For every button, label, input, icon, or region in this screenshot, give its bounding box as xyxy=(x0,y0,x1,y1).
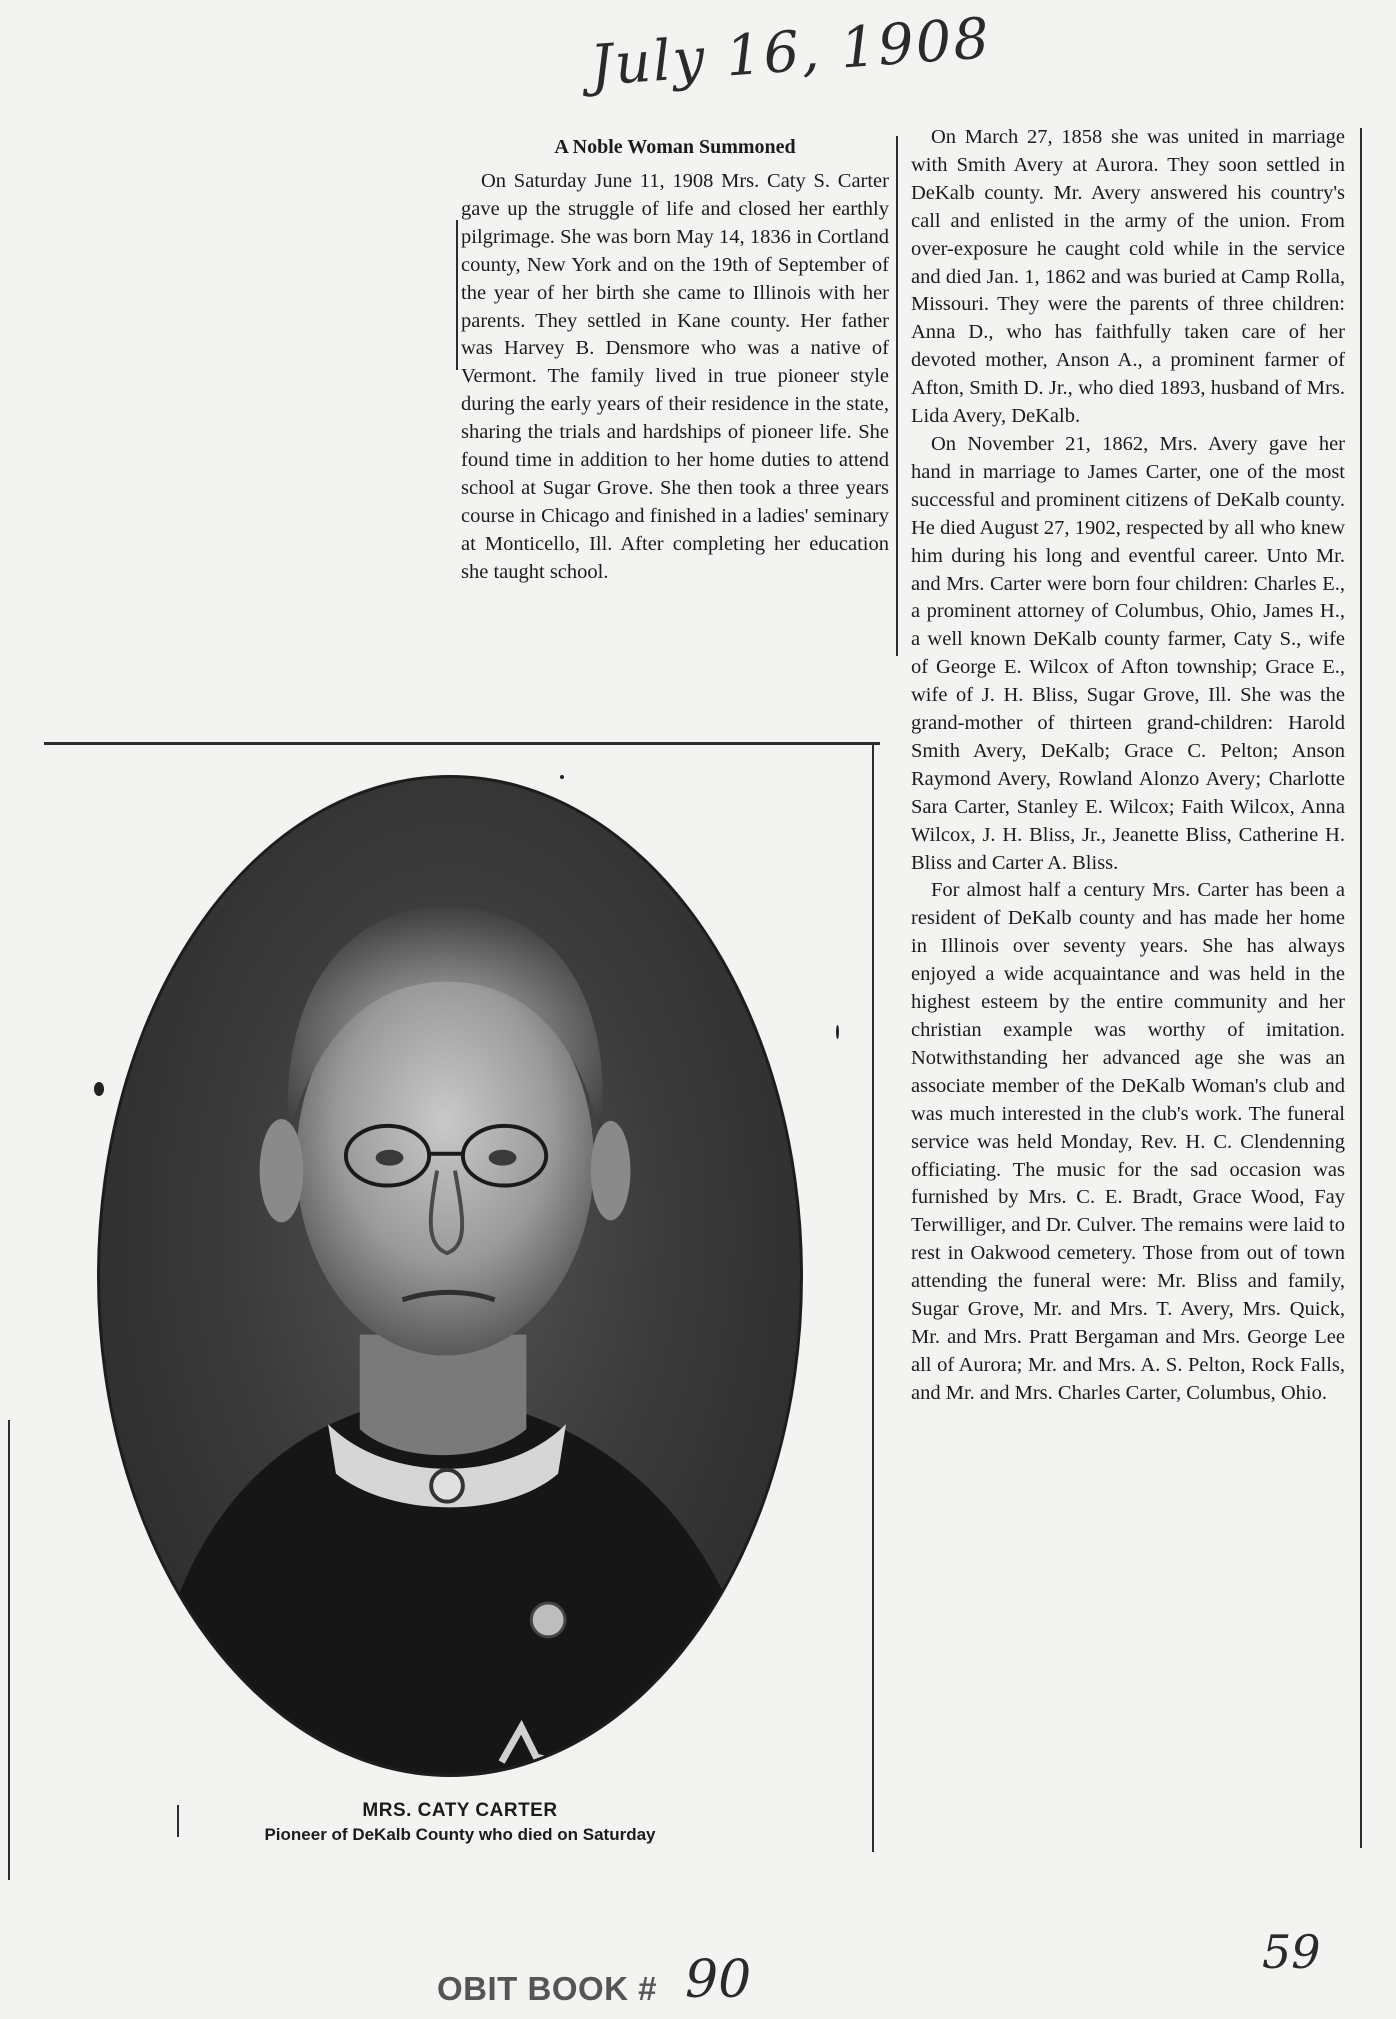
column-rule xyxy=(872,742,874,1852)
column-rule xyxy=(896,136,898,656)
horizontal-rule xyxy=(44,742,880,745)
article-left-column xyxy=(461,168,889,587)
clipping-edge xyxy=(8,1420,10,1880)
portrait-photo xyxy=(97,775,803,1777)
handwritten-date: July 16, 1908 xyxy=(588,6,994,99)
article-paragraph: On November 21, 1862, Mrs. Avery gave her hand in marriage to James Carter, one of the most successful and prominent citizens of DeKalb county. He died August 27, 1902, respected by all who knew him during his long and eventful career. Unto Mr. and Mrs. Carter were born four children: Charles E., a prominent attorney of Columbus, Ohio, James H., a well known DeKalb county farmer, Caty S., wife of George E. Wilcox of Afton township; Grace E., wife of J. H. Bliss, Sugar Grove, Ill. She was the grand-mother of thirteen grand-children: Harold Smith Avery, DeKalb; Grace C. Pelton; Anson Raymond Avery, Rowland Alonzo Avery; Charlotte Sara Carter, Stanley E. Wilcox; Faith Wilcox, Anna Wilcox, J. H. Bliss, Jr., Jeanette Bliss, Catherine H. Bliss and Carter A. Bliss. xyxy=(911,432,1345,874)
ink-speck xyxy=(94,1082,104,1096)
caption-rule xyxy=(177,1805,179,1837)
photo-caption-name: MRS. CATY CARTER xyxy=(362,1800,558,1821)
portrait-illustration xyxy=(100,778,800,1774)
handwritten-page-number: 59 xyxy=(1262,1925,1321,1979)
ink-speck xyxy=(836,1025,839,1039)
photo-caption-subtitle: Pioneer of DeKalb County who died on Saturday xyxy=(264,1825,656,1844)
obit-book-stamp: OBIT BOOK # xyxy=(437,1970,658,2007)
article-right-column xyxy=(911,124,1345,1408)
column-rule xyxy=(456,220,458,370)
article-paragraph: On March 27, 1858 she was united in marriage with Smith Avery at Aurora. They soon settled in DeKalb county. Mr. Avery answered his country's call and enlisted in the army of the union. From over-exposure he caught cold while in the service and died Jan. 1, 1862 and was buried at Camp Rolla, Missouri. They were the parents of three children: Anna D., who has faithfully taken care of her devoted mother, Anson A., a prominent farmer of Afton, Smith D. Jr., who died 1893, husband of Mrs. Lida Avery, DeKalb. xyxy=(911,126,1345,428)
ink-speck xyxy=(560,775,564,779)
article-paragraph: For almost half a century Mrs. Carter has been a resident of DeKalb county and has made her home in Illinois over seventy years. She has always enjoyed a wide acquaintance and was held in the highest esteem by the entire community and her christian example was worthy of imitation. Notwithstanding her advanced age she was an associate member of the DeKalb Woman's club and was much interested in the club's work. The funeral service was held Monday, Rev. H. C. Clendenning officiating. The music for the sad occasion was furnished by Mrs. C. E. Bradt, Grace Wood, Fay Terwilliger, and Dr. Culver. The remains were laid to rest in Oakwood cemetery. Those from out of town attending the funeral were: Mr. Bliss and family, Sugar Grove, Mr. and Mrs. T. Avery, Mrs. Quick, Mr. and Mrs. Pratt Bergaman and Mrs. George Lee all of Aurora; Mr. and Mrs. A. S. Pelton, Rock Falls, and Mr. and Mrs. Charles Carter, Columbus, Ohio. xyxy=(911,879,1346,1404)
article-paragraph: On Saturday June 11, 1908 Mrs. Caty S. Carter gave up the struggle of life and closed her earthly pilgrimage. She was born May 14, 1836 in Cortland county, New York and on the 19th of September of the year of her birth she came to Illinois with her parents. They settled in Kane county. Her father was Harvey B. Densmore who was a native of Vermont. The family lived in true pioneer style during the early years of their residence in the state, sharing the trials and hardships of pioneer life. She found time in addition to her home duties to attend school at Sugar Grove. She then took a three years course in Chicago and finished in a ladies' seminary at Monticello, Ill. After completing her education she taught school. xyxy=(461,170,889,583)
article-headline: A Noble Woman Summoned xyxy=(554,136,796,158)
handwritten-book-number: 90 xyxy=(685,1950,752,2010)
column-rule xyxy=(1360,128,1362,1848)
